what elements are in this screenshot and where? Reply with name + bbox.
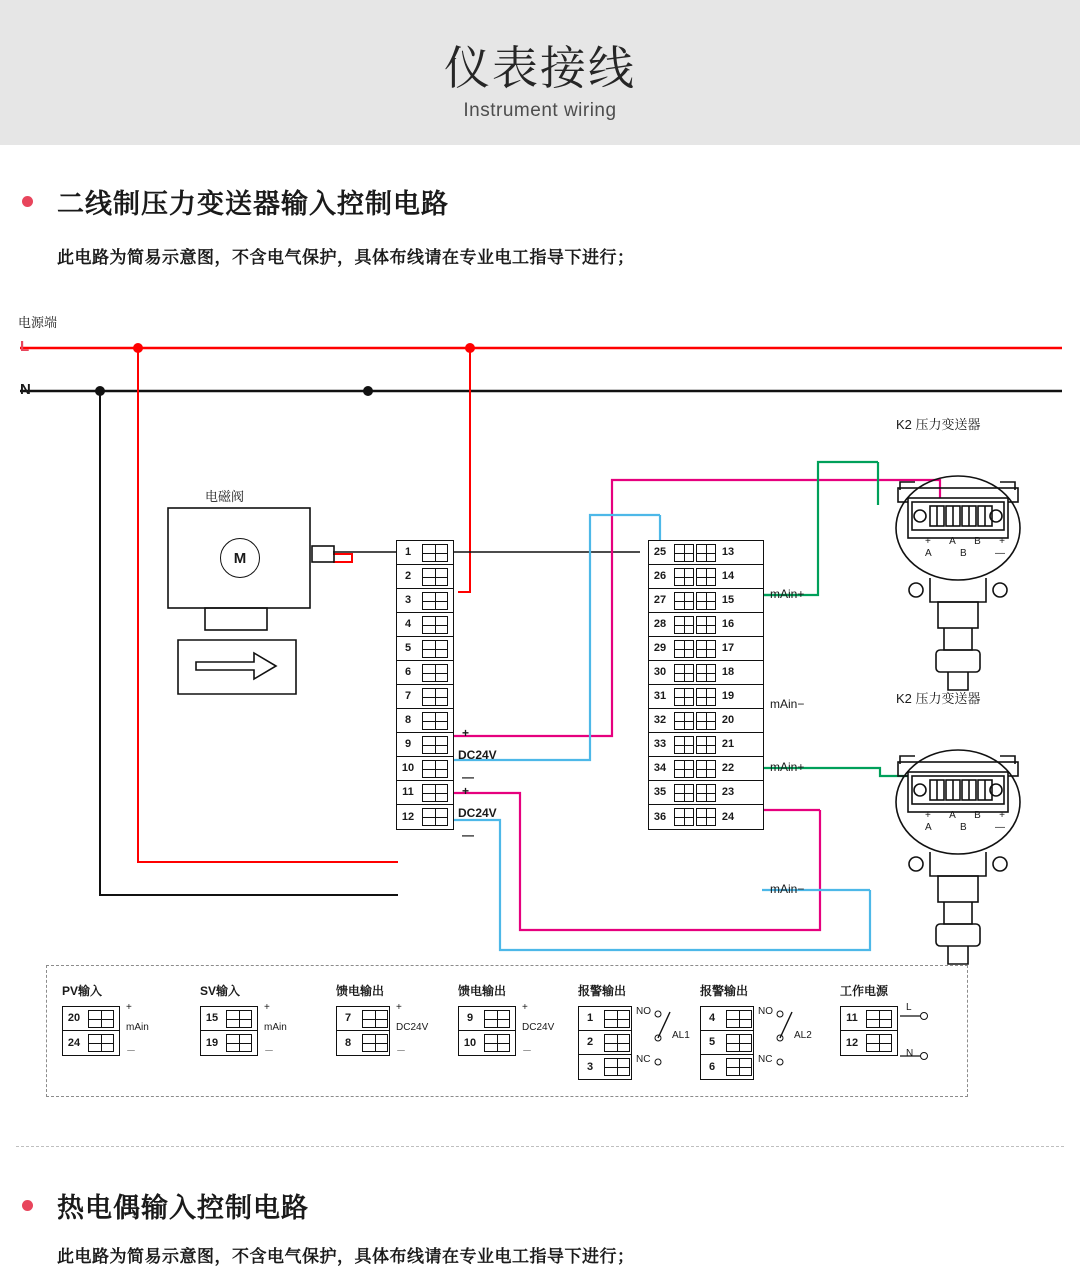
terminal-row[interactable] bbox=[337, 1007, 389, 1031]
dc24v-a-plus-label: + bbox=[462, 726, 470, 740]
terminal-row[interactable] bbox=[579, 1007, 631, 1031]
terminal-screw[interactable] bbox=[604, 1010, 630, 1028]
terminal-screw[interactable] bbox=[422, 592, 448, 610]
terminal-number: 33 bbox=[653, 738, 667, 750]
terminal-screw[interactable] bbox=[866, 1034, 892, 1052]
dc24v-b-plus-label: + bbox=[462, 784, 470, 798]
terminal-number: 29 bbox=[653, 642, 667, 654]
terminal-number: 3 bbox=[404, 594, 412, 606]
line-n-label: N bbox=[20, 381, 31, 398]
pin-sign: A bbox=[949, 810, 956, 821]
terminal-screw[interactable] bbox=[422, 640, 448, 658]
solenoid-valve-label: 电磁阀 bbox=[205, 489, 245, 504]
terminal-screw[interactable] bbox=[604, 1058, 630, 1076]
terminal-number: 5 bbox=[404, 642, 412, 654]
terminal-number: 21 bbox=[721, 738, 735, 750]
legend-pv-sign-plus: + bbox=[126, 1002, 132, 1013]
terminal-screw[interactable] bbox=[422, 616, 448, 634]
terminal-screw[interactable] bbox=[696, 808, 716, 826]
legend-title-alarm-output-1: 报警输出 bbox=[578, 984, 627, 998]
terminal-screw[interactable] bbox=[726, 1034, 752, 1052]
terminal-screw[interactable] bbox=[696, 592, 716, 610]
dc24v-a-minus-label: — bbox=[462, 770, 474, 784]
terminal-number: 15 bbox=[721, 594, 735, 606]
terminal-row[interactable] bbox=[397, 733, 453, 757]
pin-sign: + bbox=[925, 810, 931, 821]
terminal-screw[interactable] bbox=[726, 1010, 752, 1028]
legend-pv-sign-minus: － bbox=[126, 1046, 136, 1057]
terminal-row[interactable] bbox=[397, 613, 453, 637]
terminal-screw[interactable] bbox=[696, 760, 716, 778]
terminal-number: 2 bbox=[586, 1036, 594, 1048]
terminal-number: 9 bbox=[404, 738, 412, 750]
legend-alarm2-nc: NC bbox=[758, 1054, 773, 1065]
terminal-screw[interactable] bbox=[604, 1034, 630, 1052]
legend-terminals-power[interactable] bbox=[840, 1006, 898, 1056]
terminal-row[interactable] bbox=[397, 781, 453, 805]
legend-title-alarm-output-2: 报警输出 bbox=[700, 984, 749, 998]
main-minus-2-label: mAin− bbox=[770, 882, 805, 896]
terminal-screw[interactable] bbox=[226, 1034, 252, 1052]
transmitter-2-label: K2 压力变送器 bbox=[896, 691, 981, 706]
terminal-row[interactable] bbox=[397, 661, 453, 685]
terminal-row[interactable] bbox=[201, 1007, 257, 1031]
legend-alarm2-note: AL2 bbox=[794, 1030, 812, 1041]
dc24v-b-label: DC24V bbox=[458, 806, 497, 820]
terminal-number: 9 bbox=[466, 1012, 474, 1024]
legend-title-feed-output-2: 馈电输出 bbox=[458, 984, 507, 998]
transmitter-1-label: K2 压力变送器 bbox=[896, 417, 981, 432]
terminal-screw[interactable] bbox=[674, 616, 694, 634]
terminal-number: 23 bbox=[721, 786, 735, 798]
terminal-row[interactable] bbox=[397, 685, 453, 709]
terminal-number: 2 bbox=[404, 570, 412, 582]
legend-feed1-sign-minus: － bbox=[396, 1046, 406, 1057]
section-2-description: 此电路为简易示意图，不含电气保护，具体布线请在专业电工指导下进行； bbox=[57, 1247, 635, 1266]
terminal-screw[interactable] bbox=[696, 640, 716, 658]
pin-letter-a: A bbox=[925, 822, 932, 833]
terminal-screw[interactable] bbox=[696, 688, 716, 706]
terminal-row[interactable] bbox=[649, 733, 763, 757]
terminal-screw[interactable] bbox=[88, 1010, 114, 1028]
terminal-screw[interactable] bbox=[226, 1010, 252, 1028]
legend-alarm1-nc: NC bbox=[636, 1054, 651, 1065]
terminal-screw[interactable] bbox=[422, 712, 448, 730]
terminal-number: 18 bbox=[721, 666, 735, 678]
terminal-row[interactable] bbox=[459, 1031, 515, 1055]
pin-sign: B bbox=[974, 810, 981, 821]
terminal-row[interactable] bbox=[649, 541, 763, 565]
section-1-bullet bbox=[22, 196, 33, 207]
wiring-diagram bbox=[0, 290, 1080, 1140]
terminal-number: 6 bbox=[404, 666, 412, 678]
transmitter-1-pin-signs bbox=[925, 536, 1005, 547]
terminal-number: 7 bbox=[404, 690, 412, 702]
terminal-row[interactable] bbox=[701, 1055, 753, 1079]
page-subtitle: Instrument wiring bbox=[463, 100, 617, 121]
dc24v-b-minus-label: — bbox=[462, 828, 474, 842]
pin-letter-b: B bbox=[960, 548, 967, 559]
transmitter-2-pin-letters bbox=[925, 822, 1005, 833]
terminal-screw[interactable] bbox=[726, 1058, 752, 1076]
legend-terminals-alarm-1[interactable] bbox=[578, 1006, 632, 1080]
legend-sv-note: mAin bbox=[264, 1022, 287, 1033]
terminal-number: 10 bbox=[401, 762, 415, 774]
terminal-row[interactable] bbox=[397, 589, 453, 613]
legend-feed2-sign-plus: + bbox=[522, 1002, 528, 1013]
legend-terminals-pv[interactable] bbox=[62, 1006, 120, 1056]
terminal-screw[interactable] bbox=[422, 736, 448, 754]
terminal-row[interactable] bbox=[397, 757, 453, 781]
terminal-number: 11 bbox=[402, 786, 414, 798]
legend-feed2-note: DC24V bbox=[522, 1022, 555, 1033]
terminal-number: 28 bbox=[653, 618, 667, 630]
legend-power-n: N bbox=[906, 1048, 914, 1059]
alarm-2-contact-symbol bbox=[758, 1002, 838, 1082]
terminal-number: 14 bbox=[721, 570, 735, 582]
terminal-row[interactable] bbox=[649, 661, 763, 685]
section-2-title: 热电偶输入控制电路 bbox=[57, 1193, 309, 1223]
terminal-number: 5 bbox=[708, 1036, 716, 1048]
line-l-label: L bbox=[20, 338, 30, 355]
terminal-screw[interactable] bbox=[674, 592, 694, 610]
terminal-row[interactable] bbox=[397, 709, 453, 733]
terminal-number: 4 bbox=[708, 1012, 716, 1024]
terminal-number: 25 bbox=[653, 546, 667, 558]
power-terminal-label: 电源端 bbox=[18, 315, 58, 330]
terminal-number: 24 bbox=[67, 1036, 81, 1049]
legend-terminals-feed-1[interactable] bbox=[336, 1006, 390, 1056]
terminal-number: 19 bbox=[205, 1036, 219, 1049]
terminal-screw[interactable] bbox=[696, 664, 716, 682]
terminal-row[interactable] bbox=[579, 1055, 631, 1079]
terminal-number: 35 bbox=[653, 786, 667, 798]
terminal-number: 10 bbox=[463, 1036, 477, 1049]
terminal-number: 1 bbox=[586, 1012, 594, 1024]
terminal-row[interactable] bbox=[397, 805, 453, 829]
terminal-screw[interactable] bbox=[422, 688, 448, 706]
left-terminal-block[interactable] bbox=[396, 540, 454, 830]
terminal-screw[interactable] bbox=[422, 664, 448, 682]
legend-title-feed-output-1: 馈电输出 bbox=[336, 984, 385, 998]
legend-sv-sign-plus: + bbox=[264, 1002, 270, 1013]
pin-sign: + bbox=[999, 536, 1005, 547]
terminal-row[interactable] bbox=[841, 1031, 897, 1055]
terminal-screw[interactable] bbox=[422, 784, 448, 802]
terminal-row[interactable] bbox=[649, 613, 763, 637]
pin-sign: A bbox=[949, 536, 956, 547]
terminal-screw[interactable] bbox=[674, 736, 694, 754]
terminal-screw[interactable] bbox=[674, 568, 694, 586]
terminal-number: 22 bbox=[721, 762, 735, 774]
section-divider bbox=[16, 1146, 1064, 1147]
terminal-screw[interactable] bbox=[674, 808, 694, 826]
terminal-number: 8 bbox=[344, 1036, 352, 1049]
legend-title-power-supply: 工作电源 bbox=[840, 984, 889, 998]
transmitter-2-pin-signs bbox=[925, 810, 1005, 821]
terminal-number: 26 bbox=[653, 570, 667, 582]
power-supply-symbol bbox=[898, 1004, 958, 1074]
pin-letter-a: A bbox=[925, 548, 932, 559]
terminal-number: 31 bbox=[653, 690, 667, 702]
terminal-row[interactable] bbox=[397, 565, 453, 589]
terminal-row[interactable] bbox=[459, 1007, 515, 1031]
terminal-number: 4 bbox=[404, 618, 412, 630]
terminal-screw[interactable] bbox=[484, 1034, 510, 1052]
terminal-screw[interactable] bbox=[674, 544, 694, 562]
legend-power-l: L bbox=[906, 1002, 912, 1013]
terminal-row[interactable] bbox=[397, 637, 453, 661]
section-1-description: 此电路为简易示意图，不含电气保护，具体布线请在专业电工指导下进行； bbox=[57, 248, 635, 267]
terminal-row[interactable] bbox=[649, 565, 763, 589]
pin-sign: + bbox=[999, 810, 1005, 821]
terminal-screw[interactable] bbox=[674, 664, 694, 682]
terminal-number: 24 bbox=[721, 810, 735, 823]
pin-sign: B bbox=[974, 536, 981, 547]
terminal-screw[interactable] bbox=[696, 784, 716, 802]
main-plus-2-label: mAin+ bbox=[770, 760, 805, 774]
legend-pv-note: mAin bbox=[126, 1022, 149, 1033]
legend-sv-sign-minus: － bbox=[264, 1046, 274, 1057]
terminal-number: 19 bbox=[721, 690, 735, 702]
terminal-screw[interactable] bbox=[422, 544, 448, 562]
pin-letter-minus: — bbox=[995, 548, 1005, 559]
terminal-number: 17 bbox=[721, 642, 735, 654]
section-2-bullet bbox=[22, 1200, 33, 1211]
terminal-screw[interactable] bbox=[696, 568, 716, 586]
main-minus-1-label: mAin− bbox=[770, 697, 805, 711]
terminal-number: 7 bbox=[344, 1012, 352, 1024]
terminal-number: 36 bbox=[653, 810, 667, 823]
motor-symbol: M bbox=[220, 538, 260, 578]
legend-title-pv-input: PV输入 bbox=[62, 984, 103, 998]
terminal-screw[interactable] bbox=[696, 544, 716, 562]
pin-letter-b: B bbox=[960, 822, 967, 833]
section-1-title: 二线制压力变送器输入控制电路 bbox=[57, 189, 449, 219]
pin-sign: + bbox=[925, 536, 931, 547]
terminal-number: 15 bbox=[205, 1012, 219, 1024]
terminal-number: 27 bbox=[653, 594, 667, 606]
terminal-screw[interactable] bbox=[674, 784, 694, 802]
terminal-row[interactable] bbox=[649, 589, 763, 613]
terminal-number: 30 bbox=[653, 666, 667, 678]
terminal-row[interactable] bbox=[841, 1007, 897, 1031]
terminal-screw[interactable] bbox=[674, 640, 694, 658]
terminal-screw[interactable] bbox=[866, 1010, 892, 1028]
terminal-number: 8 bbox=[404, 714, 412, 726]
transmitter-1-pin-letters bbox=[925, 548, 1005, 559]
terminal-screw[interactable] bbox=[422, 760, 448, 778]
terminal-row[interactable] bbox=[649, 637, 763, 661]
legend-alarm1-no: NO bbox=[636, 1006, 651, 1017]
right-terminal-block[interactable] bbox=[648, 540, 764, 830]
terminal-screw[interactable] bbox=[696, 616, 716, 634]
legend-terminals-alarm-2[interactable] bbox=[700, 1006, 754, 1080]
page-title: 仪表接线 bbox=[444, 42, 636, 94]
terminal-screw[interactable] bbox=[422, 568, 448, 586]
terminal-number: 34 bbox=[653, 762, 667, 774]
terminal-row[interactable] bbox=[649, 757, 763, 781]
terminal-row[interactable] bbox=[701, 1007, 753, 1031]
terminal-row[interactable] bbox=[701, 1031, 753, 1055]
terminal-number: 20 bbox=[67, 1012, 81, 1024]
terminal-row[interactable] bbox=[649, 805, 763, 829]
page-header bbox=[0, 0, 1080, 145]
terminal-row[interactable] bbox=[649, 709, 763, 733]
terminal-row[interactable] bbox=[337, 1031, 389, 1055]
main-plus-1-label: mAin+ bbox=[770, 587, 805, 601]
terminal-number: 16 bbox=[721, 618, 735, 630]
terminal-number: 12 bbox=[845, 1036, 859, 1049]
terminal-number: 11 bbox=[846, 1012, 858, 1024]
terminal-row[interactable] bbox=[649, 685, 763, 709]
terminal-number: 6 bbox=[708, 1060, 716, 1073]
legend-feed1-sign-plus: + bbox=[396, 1002, 402, 1013]
terminal-screw[interactable] bbox=[696, 736, 716, 754]
terminal-screw[interactable] bbox=[696, 712, 716, 730]
legend-alarm2-no: NO bbox=[758, 1006, 773, 1017]
terminal-screw[interactable] bbox=[674, 712, 694, 730]
legend-title-sv-input: SV输入 bbox=[200, 984, 241, 998]
terminal-number: 12 bbox=[401, 810, 415, 823]
terminal-number: 32 bbox=[653, 714, 667, 726]
terminal-number: 1 bbox=[404, 546, 412, 558]
legend-terminals-feed-2[interactable] bbox=[458, 1006, 516, 1056]
pin-letter-minus: — bbox=[995, 822, 1005, 833]
terminal-screw[interactable] bbox=[674, 760, 694, 778]
legend-feed1-note: DC24V bbox=[396, 1022, 429, 1033]
legend-feed2-sign-minus: － bbox=[522, 1046, 532, 1057]
terminal-row[interactable] bbox=[63, 1031, 119, 1055]
terminal-number: 20 bbox=[721, 714, 735, 726]
dc24v-a-label: DC24V bbox=[458, 748, 497, 762]
terminal-row[interactable] bbox=[397, 541, 453, 565]
terminal-screw[interactable] bbox=[674, 688, 694, 706]
terminal-number: 13 bbox=[721, 546, 735, 558]
terminal-row[interactable] bbox=[63, 1007, 119, 1031]
terminal-row[interactable] bbox=[201, 1031, 257, 1055]
terminal-screw[interactable] bbox=[88, 1034, 114, 1052]
terminal-screw[interactable] bbox=[362, 1034, 388, 1052]
terminal-screw[interactable] bbox=[484, 1010, 510, 1028]
legend-terminals-sv[interactable] bbox=[200, 1006, 258, 1056]
legend-alarm1-note: AL1 bbox=[672, 1030, 690, 1041]
terminal-screw[interactable] bbox=[362, 1010, 388, 1028]
terminal-number: 3 bbox=[586, 1060, 594, 1073]
terminal-row[interactable] bbox=[649, 781, 763, 805]
terminal-screw[interactable] bbox=[422, 808, 448, 826]
terminal-row[interactable] bbox=[579, 1031, 631, 1055]
